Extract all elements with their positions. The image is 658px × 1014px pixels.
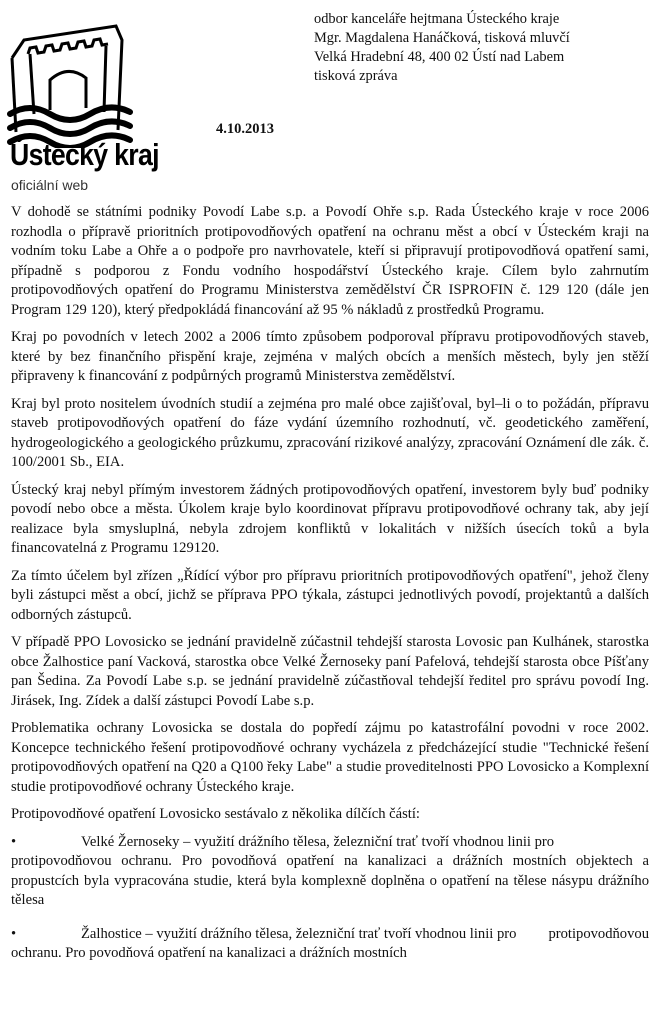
document-body bbox=[11, 203, 649, 978]
paragraph: Kraj byl proto nositelem úvodních studií a zejména pro malé obce zajišťoval, byl–li o to požádán, přípravu staveb protipovodňových opatření do fáze vydání územního rozhodnutí, vč. geodetického zaměření, hydrogeologického a geologického průzkumu, zpracování rizikové analýzy, zpracování Oznámení dle zák. č. 100/2001 Sb., EIA. bbox=[11, 395, 649, 470]
paragraph: Protipovodňové opatření Lovosicko sestávalo z několika dílčích částí: bbox=[11, 806, 420, 822]
paragraph: Ústecký kraj nebyl přímým investorem žádných protipovodňových opatření, investorem byly buď podniky povodí nebo obce a města. Úkolem kraje bylo koordinovat přípravu protipovodňové ochrany tak, aby její realizace byla smysluplná, nebyla zdrojem konfliktů v lokalitách v nižších úsecích toků a byla financovatelná z Programu 129120. bbox=[11, 481, 649, 556]
bullet-rest: protipovodňovou ochranu. Pro povodňová opatření na kanalizaci a drážních mostních objektech a propustcích byla vypracována studie, která byla komplexně doplněna o opatření na tělese násypu drážního tělesa bbox=[11, 853, 649, 908]
paragraph: Kraj po povodních v letech 2002 a 2006 tímto způsobem podporoval přípravu protipovodňových staveb, které by bez finančního přispění kraje, zejména v malých obcích a menších městech, byly jen stěží připraveny k financování z podpůrných programů Ministerstva zemědělství. bbox=[11, 329, 649, 384]
list-item bbox=[11, 925, 649, 964]
brand-subtitle: oficiální web bbox=[11, 177, 89, 193]
bullet-head: Žalhostice – využití drážního tělesa, železniční trať tvoří vhodnou linii pro bbox=[81, 925, 517, 942]
paragraph: Za tímto účelem byl zřízen „Řídící výbor pro přípravu prioritních protipovodňových opatření", jehož členy byli zástupci měst a obcí, jichž se příprava PPO týkala, zástupci jednotlivých povodí, projektantů a dalších odborných zástupců. bbox=[11, 567, 649, 623]
bullet-list bbox=[11, 833, 649, 964]
list-item bbox=[11, 833, 649, 911]
document-type: tisková zpráva bbox=[314, 68, 398, 84]
paragraph: Problematika ochrany Lovosicka se dostala do popředí zájmu po katastrofální povodni v roce 2002. Koncepce technického řešení protipovodňové ochrany vycházela z předcházející studie "Technické řešení protipovodňových opatření na Q20 a Q100 řeky Labe" a studie proveditelnosti PPO Lovosicko a Komplexní studie protipovodňové ochrany Ústeckého kraje. bbox=[11, 720, 649, 795]
bullet-icon: • bbox=[11, 833, 17, 850]
logo bbox=[6, 14, 136, 148]
bullet-head: Velké Žernoseky – využití drážního tělesa, železniční trať tvoří vhodnou linii pro bbox=[81, 833, 555, 850]
sender-address: Velká Hradební 48, 400 02 Ústí nad Labem bbox=[314, 49, 565, 65]
sender-person: Mgr. Magdalena Hanáčková, tisková mluvčí bbox=[314, 30, 570, 46]
sender-block bbox=[314, 10, 654, 86]
paragraph: V dohodě se státními podniky Povodí Labe s.p. a Povodí Ohře s.p. Rada Ústeckého kraje v roce 2006 rozhodla o přípravě prioritních protipovodňových opatření na ochranu měst a obcí v Ústeckém kraji na vodním toku Labe a Ohře a o podpoře pro navrhovatele, kteří si připravují protipovodňová opatření sami, případně s podporou z Fondu vodního hospodářství Ústeckého kraje. Cílem bylo zahrnutím protipovodňových opatření do Programu Ministerstva zemědělství ČR ISPROFIN č. 129 120 (dále jen Program 129 120), který předpokládá financování až 95 % nákladů z prostředků Programu. bbox=[11, 204, 649, 318]
sender-department: odbor kanceláře hejtmana Ústeckého kraje bbox=[314, 11, 560, 27]
brand-name: Ústecký kraj bbox=[10, 137, 159, 172]
document-date: 4.10.2013 bbox=[216, 121, 274, 137]
bullet-rest: protipovodňovou ochranu. Pro povodňová opatření na kanalizaci a drážních mostních bbox=[11, 925, 649, 961]
paragraph: V případě PPO Lovosicko se jednání pravidelně zúčastnil tehdejší starosta Lovosic pan Kulhánek, starostka obce Žalhostice paní Vacková, starostka obce Velké Žernoseky paní Pafelová, tehdejší starosta obce Píšťany pan Šedina. Za Povodí Labe s.p. se jednání pravidelně zúčastňoval tehdejší ředitel pro správu povodí Ing. Jirásek, Ing. Zídek a další zástupci Povodí Labe s.p. bbox=[11, 634, 649, 709]
bullet-icon: • bbox=[11, 925, 17, 942]
castle-wave-logo-icon bbox=[6, 14, 136, 148]
